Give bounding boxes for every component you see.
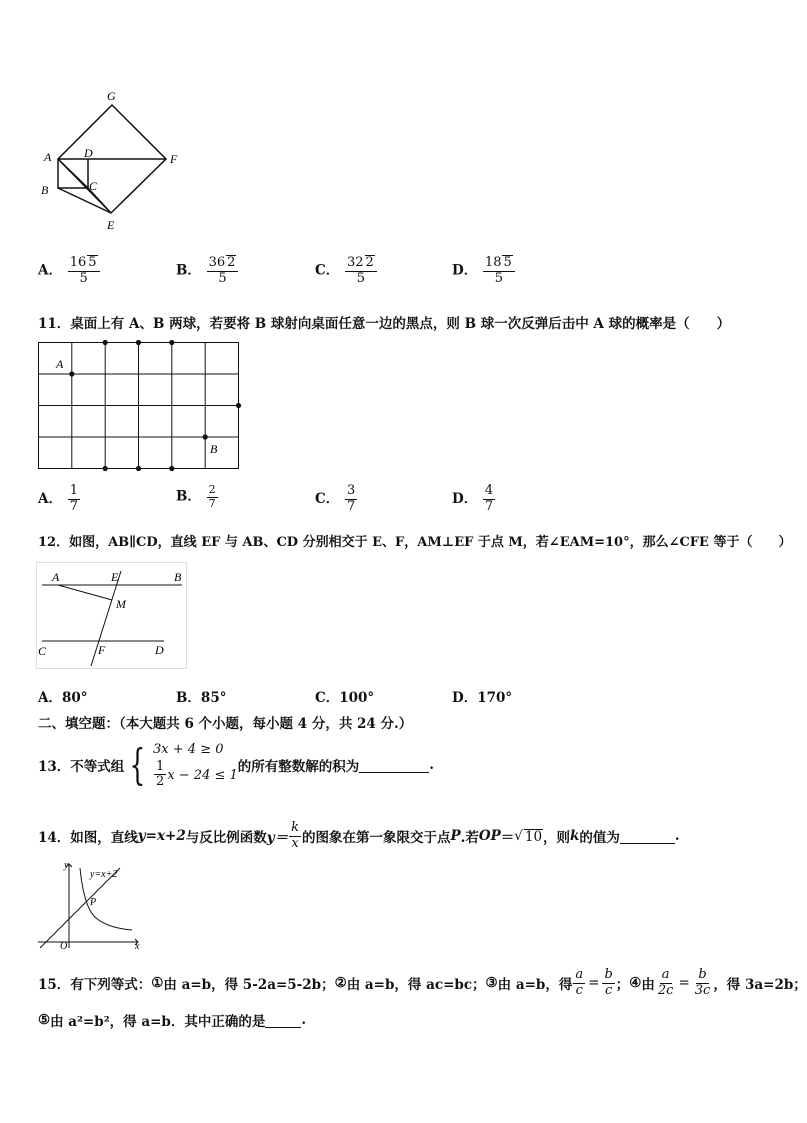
q11-option-d: D． $\frac{4}{7}$ [452,483,494,514]
label-d: D [84,146,93,160]
line-y-x-plus-2 [40,868,120,948]
q13-stem: 13．不等式组 { 3x + 4 ≥ 0 $\frac{1}{2}$ x − 24 ≤ 1 的所有整数解的积为 . [38,740,434,790]
label-m: M [116,597,126,611]
q15-line2: ⑤ 由 a²=b²，得 a=b．其中正确的是 . [38,1012,307,1030]
dot-right [236,403,241,408]
label-e: E [107,218,115,232]
label-f: F [170,152,178,166]
label-b: B [41,183,49,197]
label-a: A [44,150,52,164]
q12-option-a: A．80° [38,690,88,706]
label-e: E [111,570,119,584]
label-ball-a: A [56,357,64,371]
q10-figure [36,86,186,236]
label-o: O [60,941,68,952]
q11-option-a: A． $\frac{1}{7}$ [38,483,78,514]
q10-option-d: D． $\frac{18 5}{5}$ [452,255,516,287]
dot-top-1 [103,340,108,345]
q13-answer-blank[interactable] [359,758,429,773]
label-c: C [38,644,47,658]
q12-figure [36,562,188,670]
label-ball-b: B [210,442,218,456]
label-x: x [135,941,140,952]
dot-bottom-3 [169,466,174,471]
q10-option-a: A． $\frac{16 5}{5}$ [38,255,101,287]
label-a: A [52,570,60,584]
label-g: G [107,89,116,103]
q11-stem: 11．桌面上有 A、B 两球，若要将 B 球射向桌面任意一边的黑点，则 B 球一次反弹后击中 A 球的概率是（ ） [38,316,731,332]
label-p: P [90,897,97,908]
label-y: y [64,860,69,871]
q12-option-b: B．85° [176,690,227,706]
section-2-title: 二、填空题：（本大题共 6 个小题，每小题 4 分，共 24 分.） [38,716,413,732]
q12-option-d: D．170° [452,690,513,706]
segment-ac [58,159,88,188]
q14-stem: 14．如图，直线 y=x+2 与反比例函数 y＝ $\frac{k}{x}$ 的图象在第一象限交于点 P .若 OP ＝ √ 10 ，则 k 的值为 . [38,820,680,851]
segment-am [58,585,112,600]
dot-bottom-1 [103,466,108,471]
label-d: D [155,643,164,657]
q11-option-b: B． $\frac{2}{7}$ [176,483,216,510]
label-f: F [98,643,106,657]
q10-option-c: C． $\frac{32 2}{5}$ [315,255,378,287]
q15-line1: 15．有下列等式： ① 由 a=b，得 5-2a=5-2b； ② 由 a=b，得 ac=bc； ③ 由 a=b，得 $\frac{a}{c}$ = $\frac{b}{c}$ ； ④ 由 $\frac{a}{2c}$ = $\frac{b}{3c}$ ，得 3a=2b； [38,967,807,998]
label-line-eq: y=x+2 [90,869,118,880]
dot-bottom-2 [136,466,141,471]
q11-option-c: C． $\frac{3}{7}$ [315,483,356,514]
q15-answer-blank[interactable] [265,1013,301,1028]
segment-be [58,188,111,213]
q12-option-c: C．100° [315,690,375,706]
ball-b [203,434,208,439]
label-b: B [174,570,182,584]
dot-top-2 [136,340,141,345]
q14-answer-blank[interactable] [620,829,675,844]
q10-option-b: B． $\frac{36 2}{5}$ [176,255,239,287]
ball-a [69,371,74,376]
label-c: C [89,179,98,193]
q12-stem: 12．如图，AB∥CD，直线 EF 与 AB、CD 分别相交于 E、F，AM⊥EF 于点 M，若∠EAM=10°，那么∠CFE 等于（ ） [38,535,792,550]
dot-top-3 [169,340,174,345]
q14-figure [36,858,146,950]
q11-figure [36,338,246,474]
